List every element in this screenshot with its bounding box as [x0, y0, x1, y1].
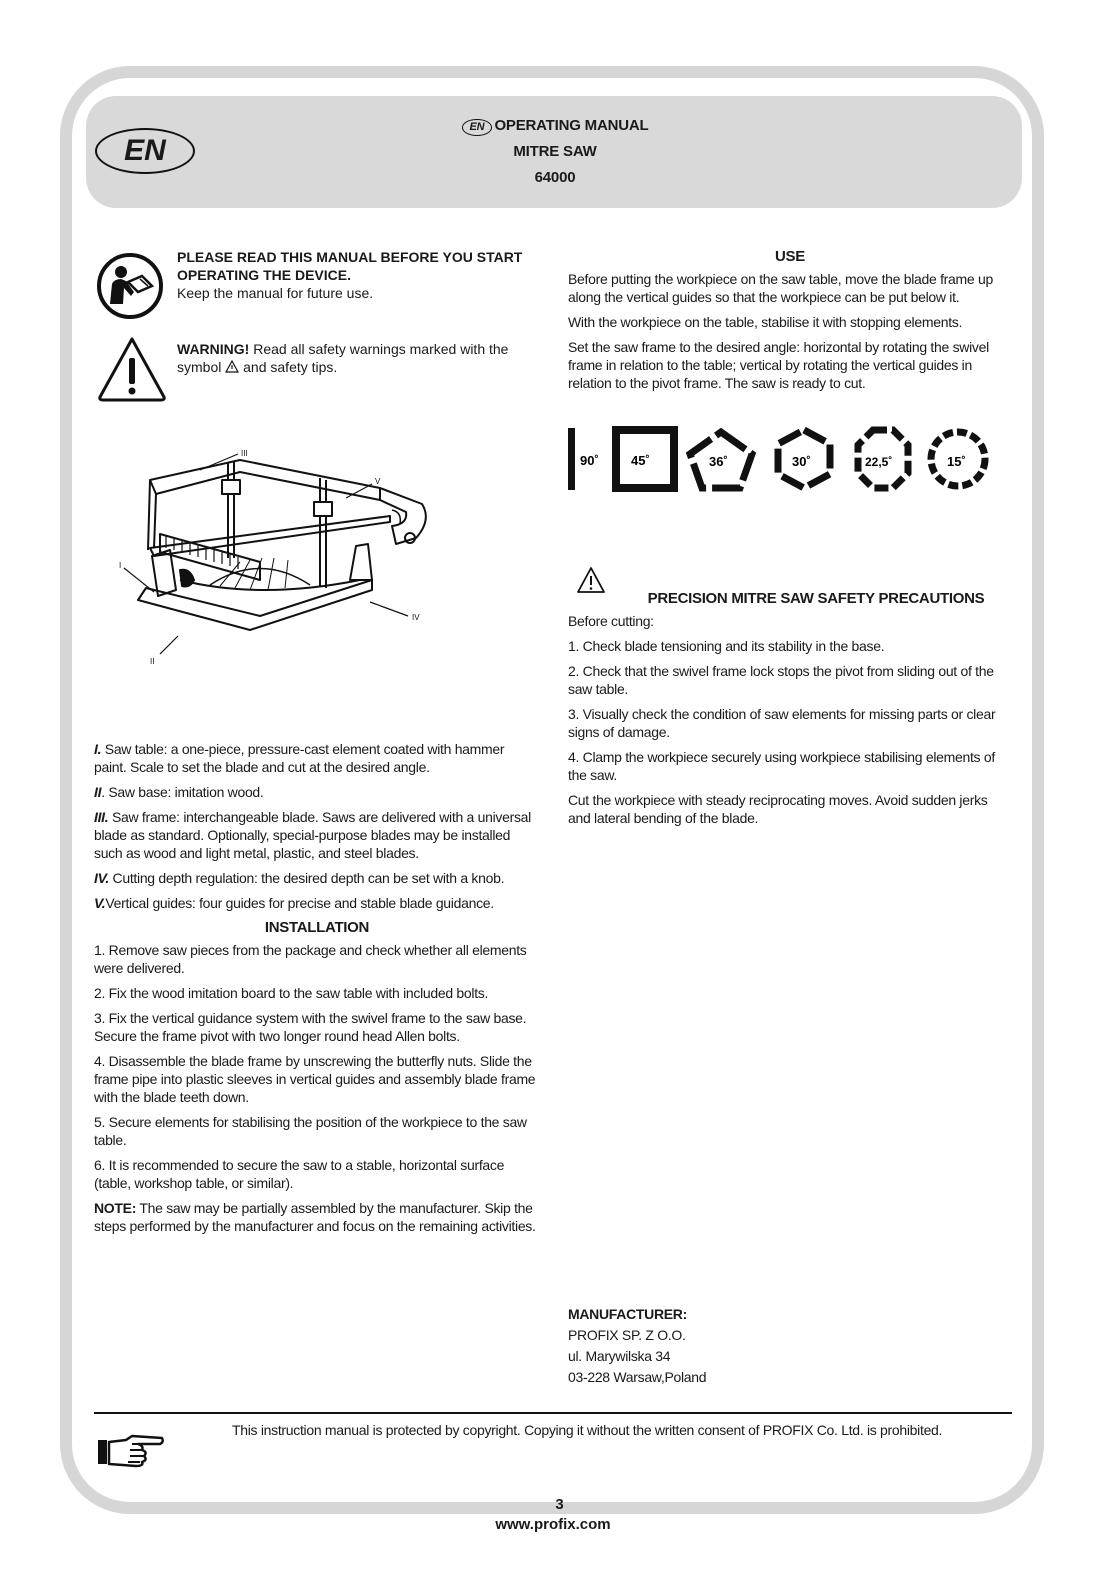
left-column	[94, 740, 540, 1242]
callout-v: V	[375, 477, 381, 486]
part-item: III. Saw frame: interchangeable blade. Saws are delivered with a universal blade as standard. Optionally, special-purpose blades may be installed such as wood and light metal, plastic, and steel blades.	[94, 809, 531, 861]
manufacturer-line: PROFIX SP. Z O.O.	[568, 1327, 686, 1343]
warning-notice	[177, 340, 522, 376]
use-section	[568, 248, 1012, 399]
manufacturer-line: ul. Marywilska 34	[568, 1348, 671, 1364]
precaution-item: Cut the workpiece with steady reciprocating moves. Avoid sudden jerks and lateral bending of the blade.	[568, 792, 988, 826]
callout-iii: III	[241, 449, 248, 458]
language-badge: EN	[95, 128, 195, 174]
angle-45-label: 45˚	[631, 453, 650, 468]
installation-note: NOTE: The saw may be partially assembled by the manufacturer. Skip the steps performed by the manufacturer and focus on the remaining activities.	[94, 1200, 536, 1234]
read-manual-icon	[96, 252, 164, 320]
angle-15-label: 15˚	[947, 454, 966, 469]
cutting-angles-diagram	[566, 424, 996, 494]
precautions-section	[568, 590, 1012, 834]
part-item: I. Saw table: a one-piece, pressure-cast element coated with hammer paint. Scale to set the blade and cut at the desired angle.	[94, 741, 505, 775]
part-item: IV. Cutting depth regulation: the desired depth can be set with a knob.	[94, 870, 505, 886]
footer-divider	[94, 1412, 1012, 1414]
installation-step: 2. Fix the wood imitation board to the saw table with included bolts.	[94, 985, 489, 1001]
small-warning-icon	[225, 360, 239, 373]
precautions-intro: Before cutting:	[568, 613, 654, 629]
precautions-heading: PRECISION MITRE SAW SAFETY PRECAUTIONS	[647, 590, 985, 607]
copyright-notice: This instruction manual is protected by copyright. Copying it without the written consent of PROFIX Co. Ltd. is prohibited.	[232, 1422, 943, 1438]
doc-type-line	[380, 113, 730, 139]
doc-type: OPERATING MANUAL	[494, 117, 649, 134]
callout-ii: II	[150, 657, 155, 666]
warning-text-a: Read all safety warnings marked with the symbol	[177, 341, 509, 375]
part-item: V.Vertical guides: four guides for precise and stable blade guidance.	[94, 895, 494, 911]
use-paragraph: With the workpiece on the table, stabilise it with stopping elements.	[568, 314, 963, 330]
use-heading: USE	[775, 248, 805, 265]
mitre-saw-illustration	[110, 440, 470, 680]
page-number: 3	[555, 1496, 564, 1513]
angle-22-5-label: 22,5˚	[865, 455, 893, 469]
installation-step: 1. Remove saw pieces from the package and check whether all elements were delivered.	[94, 942, 527, 976]
website-link[interactable]: www.profix.com	[484, 1516, 622, 1533]
product-name: MITRE SAW	[513, 143, 597, 160]
pointing-hand-icon	[96, 1430, 166, 1470]
mini-language-badge: EN	[462, 119, 493, 136]
manufacturer-line: 03-228 Warsaw,Poland	[568, 1369, 707, 1385]
read-manual-title: PLEASE READ THIS MANUAL BEFORE YOU START OPERATING THE DEVICE.	[177, 249, 523, 283]
angle-36-label: 36˚	[709, 454, 728, 469]
installation-heading: INSTALLATION	[264, 919, 370, 936]
warning-text-b: and safety tips.	[243, 359, 338, 375]
precaution-item: 3. Visually check the condition of saw elements for missing parts or clear signs of damage.	[568, 706, 996, 740]
installation-step: 3. Fix the vertical guidance system with the swivel frame to the saw base. Secure the frame pivot with two longer round head Allen bolts.	[94, 1010, 527, 1044]
callout-i: I	[119, 561, 122, 570]
callout-iv: IV	[412, 613, 420, 622]
precaution-item: 1. Check blade tensioning and its stability in the base.	[568, 638, 885, 654]
read-manual-notice	[177, 248, 527, 302]
installation-step: 6. It is recommended to secure the saw to a stable, horizontal surface (table, workshop table, or similar).	[94, 1157, 505, 1191]
document-title-block	[380, 113, 730, 191]
warning-triangle-icon	[96, 334, 168, 404]
precaution-item: 4. Clamp the workpiece securely using workpiece stabilising elements of the saw.	[568, 749, 995, 783]
precaution-item: 2. Check that the swivel frame lock stops the pivot from sliding out of the saw table.	[568, 663, 994, 697]
manufacturer-block	[568, 1304, 868, 1388]
read-manual-subtitle: Keep the manual for future use.	[177, 285, 374, 301]
use-paragraph: Before putting the workpiece on the saw table, move the blade frame up along the vertical guides so that the workpiece can be put below it.	[568, 271, 993, 305]
warning-label: WARNING!	[177, 341, 250, 357]
angle-30-label: 30˚	[792, 454, 811, 469]
installation-step: 5. Secure elements for stabilising the position of the workpiece to the saw table.	[94, 1114, 527, 1148]
installation-step: 4. Disassemble the blade frame by unscrewing the butterfly nuts. Slide the frame pipe into plastic sleeves in vertical guides and assembly blade frame with the blade teeth down.	[94, 1053, 536, 1105]
use-paragraph: Set the saw frame to the desired angle: horizontal by rotating the swivel frame in relation to the table; vertical by rotating the vertical guides in relation to the pivot frame. The saw is ready to cut.	[568, 339, 989, 391]
model-number: 64000	[534, 169, 576, 186]
manufacturer-label: MANUFACTURER:	[568, 1306, 687, 1322]
part-item: II. Saw base: imitation wood.	[94, 784, 264, 800]
angle-90-label: 90˚	[580, 453, 599, 468]
